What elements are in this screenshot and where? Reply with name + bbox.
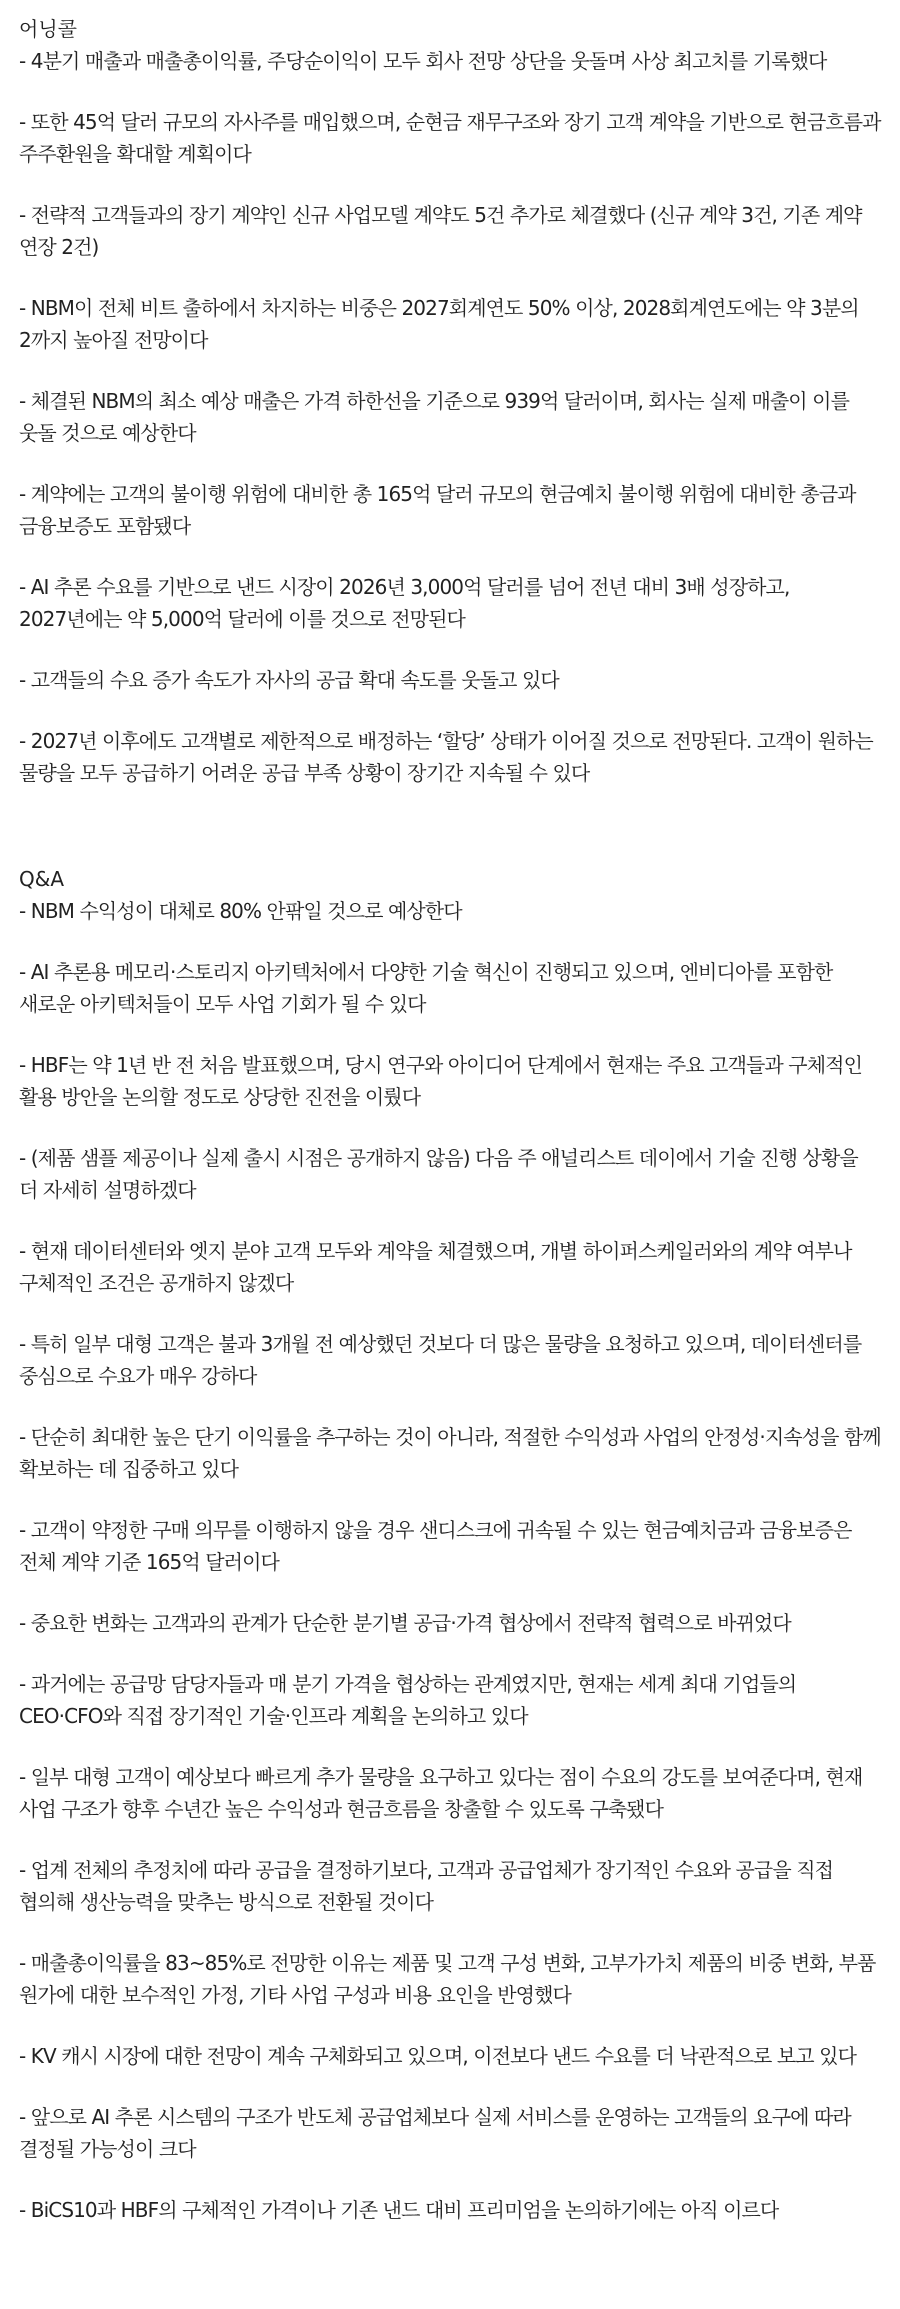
- qa-item: - 매출총이익률을 83~85%로 전망한 이유는 제품 및 고객 구성 변화, 고부가가치 제품의 비중 변화, 부품 원가에 대한 보수적인 가정, 기타 사업 구성과 비용 요인을 반영했다: [19, 1951, 876, 2007]
- qa-item: - 특히 일부 대형 고객은 불과 3개월 전 예상했던 것보다 더 많은 물량을 요청하고 있으며, 데이터센터를 중심으로 수요가 매우 강하다: [19, 1332, 862, 1388]
- qa-item: - 앞으로 AI 추론 시스템의 구조가 반도체 공급업체보다 실제 서비스를 운영하는 고객들의 요구에 따라 결정될 가능성이 크다: [19, 2105, 851, 2161]
- earnings-item: - 2027년 이후에도 고객별로 제한적으로 배정하는 ‘할당’ 상태가 이어질 것으로 전망된다. 고객이 원하는 물량을 모두 공급하기 어려운 공급 부족 상황이 장기간 지속될 수 있다: [19, 729, 873, 785]
- earnings-item: - NBM이 전체 비트 출하에서 차지하는 비중은 2027회계연도 50% 이상, 2028회계연도에는 약 3분의 2까지 높아질 전망이다: [19, 296, 859, 352]
- qa-section: [19, 863, 881, 2226]
- qa-item: - 현재 데이터센터와 엣지 분야 고객 모두와 계약을 체결했으며, 개별 하이퍼스케일러와의 계약 여부나 구체적인 조건은 공개하지 않겠다: [19, 1239, 852, 1295]
- earnings-item: - 체결된 NBM의 최소 예상 매출은 가격 하한선을 기준으로 939억 달러이며, 회사는 실제 매출이 이를 웃돌 것으로 예상한다: [19, 389, 850, 445]
- earnings-item: - 계약에는 고객의 불이행 위험에 대비한 총 165억 달러 규모의 현금예치 불이행 위험에 대비한 총금과 금융보증도 포함됐다: [19, 482, 856, 538]
- qa-item: - 과거에는 공급망 담당자들과 매 분기 가격을 협상하는 관계였지만, 현재는 세계 최대 기업들의 CEO·CFO와 직접 장기적인 기술·인프라 계획을 논의하고 있다: [19, 1672, 797, 1728]
- qa-item: - NBM 수익성이 대체로 80% 안팎일 것으로 예상한다: [19, 899, 462, 923]
- earnings-item: - 고객들의 수요 증가 속도가 자사의 공급 확대 속도를 웃돌고 있다: [19, 668, 559, 692]
- qa-item: - BiCS10과 HBF의 구체적인 가격이나 기존 낸드 대비 프리미엄을 논의하기에는 아직 이르다: [19, 2198, 779, 2222]
- earnings-call-title: 어닝콜: [19, 17, 77, 41]
- qa-item: - AI 추론용 메모리·스토리지 아키텍처에서 다양한 기술 혁신이 진행되고 있으며, 엔비디아를 포함한 새로운 아키텍처들이 모두 사업 기회가 될 수 있다: [19, 960, 833, 1016]
- qa-list: [19, 895, 881, 2226]
- earnings-call-list: [19, 45, 881, 789]
- qa-item: - 업계 전체의 추정치에 따라 공급을 결정하기보다, 고객과 공급업체가 장기적인 수요와 공급을 직접 협의해 생산능력을 맞추는 방식으로 전환될 것이다: [19, 1858, 834, 1914]
- earnings-item: - 또한 45억 달러 규모의 자사주를 매입했으며, 순현금 재무구조와 장기 고객 계약을 기반으로 현금흐름과 주주환원을 확대할 계획이다: [19, 110, 881, 166]
- earnings-call-section: [19, 13, 881, 789]
- qa-item: - 일부 대형 고객이 예상보다 빠르게 추가 물량을 요구하고 있다는 점이 수요의 강도를 보여준다며, 현재 사업 구조가 향후 수년간 높은 수익성과 현금흐름을 창출할 수 있도록 구축됐다: [19, 1765, 863, 1821]
- qa-item: - 고객이 약정한 구매 의무를 이행하지 않을 경우 샌디스크에 귀속될 수 있는 현금예치금과 금융보증은 전체 계약 기준 165억 달러이다: [19, 1518, 852, 1574]
- earnings-item: - AI 추론 수요를 기반으로 낸드 시장이 2026년 3,000억 달러를 넘어 전년 대비 3배 성장하고, 2027년에는 약 5,000억 달러에 이를 것으로 전망된다: [19, 575, 790, 631]
- qa-item: - (제품 샘플 제공이나 실제 출시 시점은 공개하지 않음) 다음 주 애널리스트 데이에서 기술 진행 상황을 더 자세히 설명하겠다: [19, 1146, 858, 1202]
- qa-item: - HBF는 약 1년 반 전 처음 발표했으며, 당시 연구와 아이디어 단계에서 현재는 주요 고객들과 구체적인 활용 방안을 논의할 정도로 상당한 진전을 이뤘다: [19, 1053, 862, 1109]
- earnings-item: - 4분기 매출과 매출총이익률, 주당순이익이 모두 회사 전망 상단을 웃돌며 사상 최고치를 기록했다: [19, 49, 827, 73]
- qa-item: - KV 캐시 시장에 대한 전망이 계속 구체화되고 있으며, 이전보다 낸드 수요를 더 낙관적으로 보고 있다: [19, 2044, 857, 2068]
- earnings-item: - 전략적 고객들과의 장기 계약인 신규 사업모델 계약도 5건 추가로 체결했다 (신규 계약 3건, 기존 계약 연장 2건): [19, 203, 862, 259]
- qa-title: Q&A: [19, 867, 65, 891]
- qa-item: - 중요한 변화는 고객과의 관계가 단순한 분기별 공급·가격 협상에서 전략적 협력으로 바뀌었다: [19, 1611, 791, 1635]
- qa-item: - 단순히 최대한 높은 단기 이익률을 추구하는 것이 아니라, 적절한 수익성과 사업의 안정성·지속성을 함께 확보하는 데 집중하고 있다: [19, 1425, 881, 1481]
